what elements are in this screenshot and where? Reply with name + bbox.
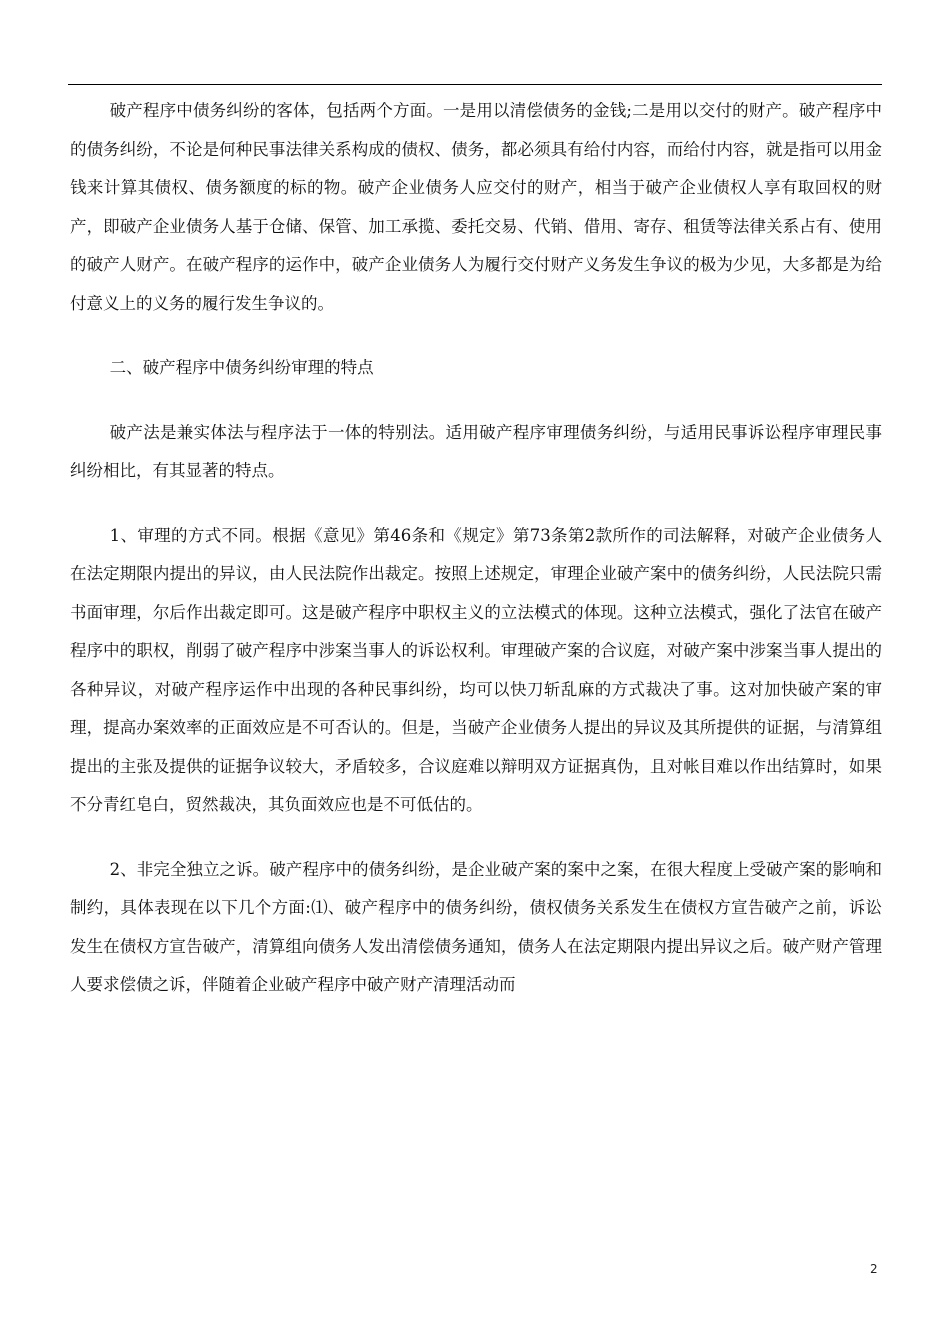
paragraph-bankruptcy-law: 破产法是兼实体法与程序法于一体的特别法。适用破产程序审理债务纠纷，与适用民事诉讼程序审理民事纠纷相比，有其显著的特点。 [70,422,882,480]
paragraph-trial-method: 1、审理的方式不同。根据《意见》第46条和《规定》第73条第2款所作的司法解释，对破产企业债务人在法定期限内提出的异议，由人民法院作出裁定。按照上述规定，审理企业破产案中的债务纠纷，人民法院只需书面审理，尔后作出裁定即可。这是破产程序中职权主义的立法模式的体现。这种立法模式，强化了法官在破产程序中的职权，削弱了破产程序中涉案当事人的诉讼权利。审理破产案的合议庭，对破产案中涉案当事人提出的各种异议，对破产程序运作中出现的各种民事纠纷，均可以快刀斩乱麻的方式裁决了事。这对加快破产案的审理，提高办案效率的正面效应是不可否认的。但是，当破产企业债务人提出的异议及其所提供的证据，与清算组提出的主张及提供的证据争议较大，矛盾较多，合议庭难以辩明双方证据真伪，且对帐目难以作出结算时，如果不分青红皂白，贸然裁决，其负面效应也是不可低估的。 [70,525,882,814]
paragraph-gap [70,323,882,349]
paragraph-gap [70,388,882,414]
document-body [70,92,882,1005]
paragraph-non-independent-suit: 2、非完全独立之诉。破产程序中的债务纠纷，是企业破产案的案中之案，在很大程度上受破产案的影响和制约，具体表现在以下几个方面:⑴、破产程序中的债务纠纷，债权债务关系发生在债权方宣告破产之前，诉讼发生在债权方宣告破产，清算组向债务人发出清偿债务通知，债务人在法定期限内提出异议之后。破产财产管理人要求偿债之诉，伴随着企业破产程序中破产财产清理活动而 [70,859,882,994]
header-rule [68,84,882,85]
page-number: 2 [870,1262,878,1276]
paragraph-debt-object: 破产程序中债务纠纷的客体，包括两个方面。一是用以清偿债务的金钱;二是用以交付的财产。破产程序中的债务纠纷，不论是何种民事法律关系构成的债权、债务，都必须具有给付内容，而给付内容，就是指可以用金钱来计算其债权、债务额度的标的物。破产企业债务人应交付的财产，相当于破产企业债权人享有取回权的财产，即破产企业债务人基于仓储、保管、加工承揽、委托交易、代销、借用、寄存、租赁等法律关系占有、使用的破产人财产。在破产程序的运作中，破产企业债务人为履行交付财产义务发生争议的极为少见，大多都是为给付意义上的义务的履行发生争议的。 [70,101,882,313]
paragraph-gap [70,491,882,517]
section-heading: 二、破产程序中债务纠纷审理的特点 [109,358,374,377]
paragraph-gap [70,825,882,851]
